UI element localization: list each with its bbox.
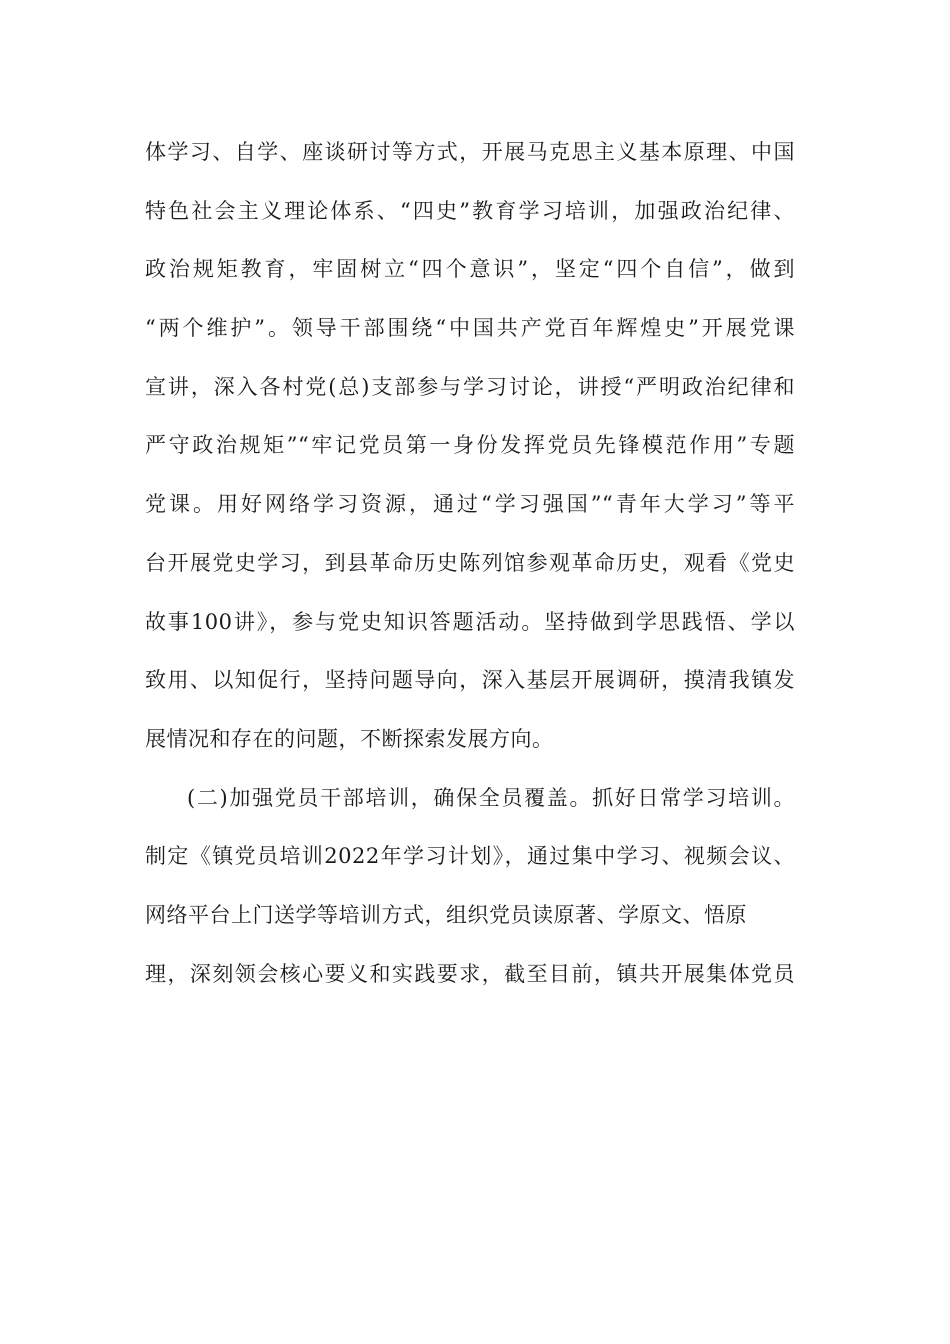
text-line: 台开展党史学习，到县革命历史陈列馆参观革命历史，观看《党史	[145, 550, 795, 575]
text-line: 制定《镇党员培训2022年学习计划》，通过集中学习、视频会议、	[145, 844, 795, 869]
text-line: 理，深刻领会核心要义和实践要求，截至目前，镇共开展集体党员	[145, 961, 795, 986]
text-line: 党课。用好网络学习资源，通过“学习强国”“青年大学习”等平	[145, 492, 795, 517]
text-line: 特色社会主义理论体系、“四史”教育学习培训，加强政治纪律、	[145, 198, 795, 223]
section-heading-line: (二)加强党员干部培训，确保全员覆盖。抓好日常学习培训。	[187, 785, 795, 810]
text-line: 网络平台上门送学等培训方式，组织党员读原著、学原文、悟原	[145, 902, 747, 927]
text-line: 政治规矩教育，牢固树立“四个意识”，坚定“四个自信”，做到	[145, 257, 795, 282]
body-text	[145, 126, 795, 1006]
text-line: 致用、以知促行，坚持问题导向，深入基层开展调研，摸清我镇发	[145, 668, 795, 693]
text-line: 宣讲，深入各村党(总)支部参与学习讨论，讲授“严明政治纪律和	[145, 374, 795, 399]
text-line: 故事100讲》，参与党史知识答题活动。坚持做到学思践悟、学以	[145, 609, 795, 634]
text-line: “两个维护”。领导干部围绕“中国共产党百年辉煌史”开展党课	[145, 316, 795, 341]
paragraph-last-line: 展情况和存在的问题，不断探索发展方向。	[145, 726, 554, 751]
text-line: 严守政治规矩”“牢记党员第一身份发挥党员先锋模范作用”专题	[145, 433, 795, 458]
text-line: 体学习、自学、座谈研讨等方式，开展马克思主义基本原理、中国	[145, 140, 795, 164]
